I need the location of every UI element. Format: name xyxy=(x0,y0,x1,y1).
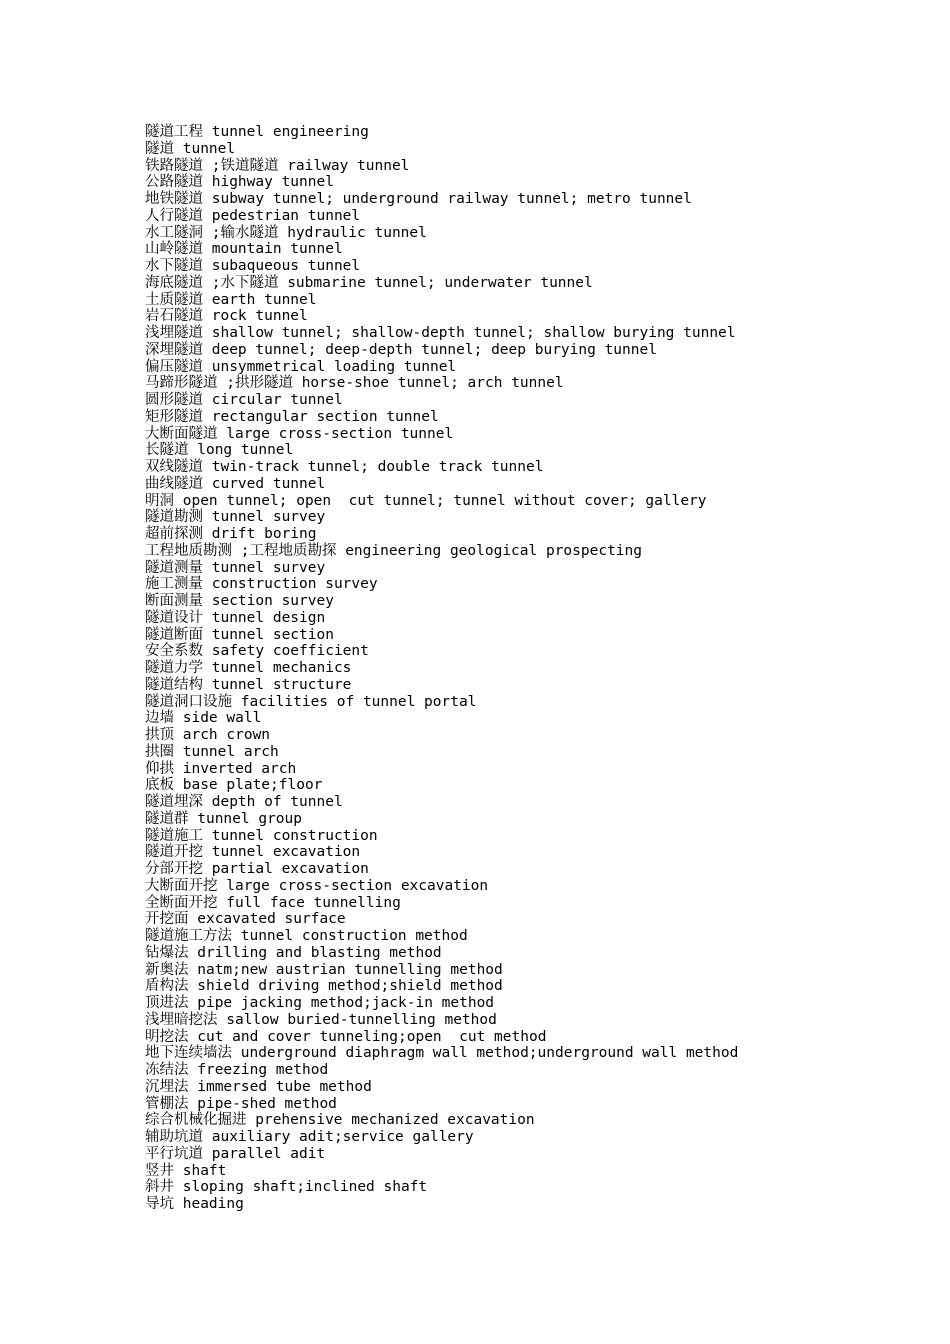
glossary-entry: 地下连续墙法 underground diaphragm wall method;underground wall method xyxy=(145,1045,739,1062)
glossary-entry: 深埋隧道 deep tunnel; deep-depth tunnel; deep burying tunnel xyxy=(145,341,657,358)
glossary-entry: 施工测量 construction survey xyxy=(145,576,378,593)
glossary-entry: 隧道结构 tunnel structure xyxy=(145,676,352,693)
glossary-entry: 岩石隧道 rock tunnel xyxy=(145,308,308,325)
glossary-entry: 隧道测量 tunnel survey xyxy=(145,559,326,576)
glossary-entry: 辅助坑道 auxiliary adit;service gallery xyxy=(145,1129,474,1145)
glossary-entry: 地铁隧道 subway tunnel; underground railway tunnel; metro tunnel xyxy=(145,191,692,207)
glossary-entry: 马蹄形隧道 ;拱形隧道 horse-shoe tunnel; arch tunnel xyxy=(145,375,564,392)
glossary-entry: 海底隧道 ;水下隧道 submarine tunnel; underwater tunnel xyxy=(145,274,593,291)
glossary-entry: 全断面开挖 full face tunnelling xyxy=(145,894,401,911)
glossary-entry: 工程地质勘测 ;工程地质勘探 engineering geological prospecting xyxy=(145,542,642,559)
glossary-entry: 冻结法 freezing method xyxy=(145,1062,329,1078)
glossary-entry: 隧道施工方法 tunnel construction method xyxy=(145,928,468,944)
glossary-entry: 水工隧洞 ;输水隧道 hydraulic tunnel xyxy=(145,224,427,241)
glossary-entry: 山岭隧道 mountain tunnel xyxy=(145,241,343,258)
glossary-entry: 明挖法 cut and cover tunneling;open cut method xyxy=(145,1028,547,1045)
glossary-entry: 偏压隧道 unsymmetrical loading tunnel xyxy=(145,358,457,375)
glossary-entry: 曲线隧道 curved tunnel xyxy=(145,475,326,492)
glossary-entry: 大断面开挖 large cross-section excavation xyxy=(145,877,489,894)
glossary-entry: 竖井 shaft xyxy=(145,1162,227,1179)
glossary-entry: 安全系数 safety coefficient xyxy=(145,643,369,660)
glossary-entry: 矩形隧道 rectangular section tunnel xyxy=(145,408,439,425)
glossary-entry: 隧道设计 tunnel design xyxy=(145,609,326,626)
glossary-entry: 导坑 heading xyxy=(145,1196,244,1212)
glossary-entry: 断面测量 section survey xyxy=(145,593,334,609)
glossary-entry: 隧道力学 tunnel mechanics xyxy=(145,660,352,676)
glossary-entry: 人行隧道 pedestrian tunnel xyxy=(145,207,361,224)
glossary-entry: 边墙 side wall xyxy=(145,710,262,727)
glossary-entry: 仰拱 inverted arch xyxy=(145,760,297,777)
glossary-entry: 双线隧道 twin-track tunnel; double track tunnel xyxy=(145,459,544,475)
glossary-entry: 综合机械化掘进 prehensive mechanized excavation xyxy=(145,1112,535,1129)
glossary-entry: 拱顶 arch crown xyxy=(145,727,271,743)
glossary-entry: 沉埋法 immersed tube method xyxy=(145,1078,372,1095)
glossary-entry: 新奥法 natm;new austrian tunnelling method xyxy=(145,961,503,978)
glossary-entry: 铁路隧道 ;铁道隧道 railway tunnel xyxy=(145,157,410,174)
glossary-entry: 钻爆法 drilling and blasting method xyxy=(145,944,442,961)
glossary-entry: 公路隧道 highway tunnel xyxy=(145,174,334,191)
glossary-entry: 浅埋隧道 shallow tunnel; shallow-depth tunnel; shallow burying tunnel xyxy=(145,325,736,341)
glossary-entry: 顶进法 pipe jacking method;jack-in method xyxy=(145,995,495,1011)
glossary-entry: 长隧道 long tunnel xyxy=(145,442,294,459)
glossary-entry: 盾构法 shield driving method;shield method xyxy=(145,978,503,995)
glossary-entry: 管棚法 pipe-shed method xyxy=(145,1095,337,1112)
glossary-entry: 隧道埋深 depth of tunnel xyxy=(145,794,343,810)
glossary-entry: 隧道断面 tunnel section xyxy=(145,626,334,643)
glossary-entry: 斜井 sloping shaft;inclined shaft xyxy=(145,1179,428,1196)
glossary-entry: 开挖面 excavated surface xyxy=(145,911,346,928)
glossary-entry: 隧道开挖 tunnel excavation xyxy=(145,844,361,861)
glossary-entry: 明洞 open tunnel; open cut tunnel; tunnel without cover; gallery xyxy=(145,492,707,509)
glossary-entry: 超前探测 drift boring xyxy=(145,526,317,542)
glossary-entry: 水下隧道 subaqueous tunnel xyxy=(145,258,361,274)
glossary-entry: 分部开挖 partial excavation xyxy=(145,861,369,877)
glossary-entry: 土质隧道 earth tunnel xyxy=(145,291,317,308)
glossary-entry: 隧道群 tunnel group xyxy=(145,810,302,827)
glossary-entry: 隧道工程 tunnel engineering xyxy=(145,124,369,140)
glossary-entry: 大断面隧道 large cross-section tunnel xyxy=(145,425,454,442)
glossary-entry: 隧道勘测 tunnel survey xyxy=(145,509,326,526)
glossary-entry: 圆形隧道 circular tunnel xyxy=(145,392,343,408)
glossary-entry: 拱圈 tunnel arch xyxy=(145,743,279,760)
glossary-entry: 平行坑道 parallel adit xyxy=(145,1145,326,1162)
glossary-entry: 隧道洞口设施 facilities of tunnel portal xyxy=(145,693,477,710)
glossary-entry: 浅埋暗挖法 sallow buried-tunnelling method xyxy=(145,1011,497,1028)
glossary-entry: 隧道 tunnel xyxy=(145,140,236,157)
glossary-entry: 隧道施工 tunnel construction xyxy=(145,827,378,844)
glossary-entry: 底板 base plate;floor xyxy=(145,777,323,794)
tunnel-glossary-list xyxy=(145,124,738,1213)
